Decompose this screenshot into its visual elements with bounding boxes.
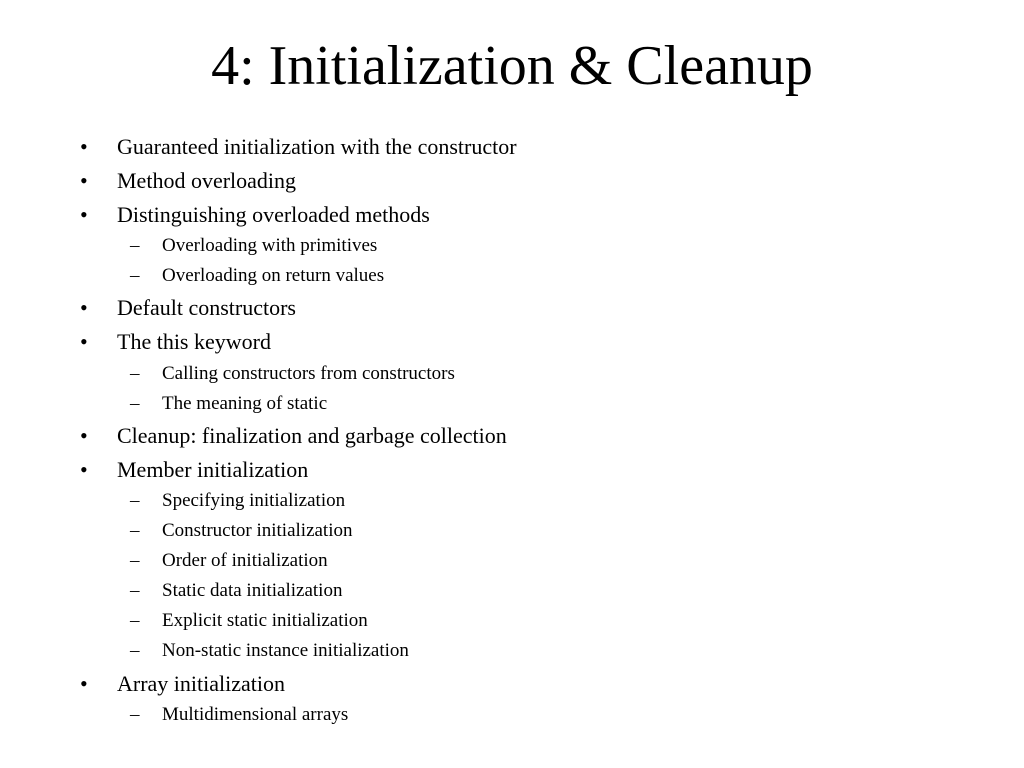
item-text: Calling constructors from constructors — [162, 363, 455, 384]
bullet-marker: • — [80, 168, 88, 193]
bullet-marker: • — [80, 329, 88, 354]
item-text: Guaranteed initialization with the constructor — [117, 134, 517, 159]
bullet-marker: • — [80, 202, 88, 227]
item-text: The this keyword — [117, 329, 271, 354]
dash-marker: – — [130, 580, 140, 601]
item-text: Static data initialization — [162, 580, 343, 601]
item-text: Member initialization — [117, 457, 309, 482]
bullet-marker: • — [80, 423, 88, 448]
bullet-marker: • — [80, 671, 88, 696]
item-text: Distinguishing overloaded methods — [117, 202, 430, 227]
item-text: Default constructors — [117, 295, 296, 320]
dash-marker: – — [130, 363, 140, 384]
dash-marker: – — [130, 235, 140, 256]
dash-marker: – — [130, 490, 140, 511]
dash-marker: – — [130, 704, 140, 725]
item-text: Overloading on return values — [162, 265, 385, 286]
dash-marker: – — [130, 393, 140, 414]
item-text: The meaning of static — [162, 393, 328, 414]
item-text: Array initialization — [117, 671, 285, 696]
item-text: Cleanup: finalization and garbage collection — [117, 423, 507, 448]
item-text: Explicit static initialization — [162, 610, 368, 631]
item-text: Overloading with primitives — [162, 235, 378, 256]
item-text: Specifying initialization — [162, 490, 346, 511]
slide-title: 4: Initialization & Cleanup — [211, 35, 813, 97]
item-text: Order of initialization — [162, 550, 328, 571]
bullet-marker: • — [80, 134, 88, 159]
dash-marker: – — [130, 265, 140, 286]
item-text: Multidimensional arrays — [162, 704, 349, 725]
dash-marker: – — [130, 550, 140, 571]
dash-marker: – — [130, 520, 140, 541]
item-text: Method overloading — [117, 168, 297, 193]
item-text: Constructor initialization — [162, 520, 353, 541]
dash-marker: – — [130, 610, 140, 631]
bullet-marker: • — [80, 457, 88, 482]
bullet-marker: • — [80, 295, 88, 320]
dash-marker: – — [130, 640, 140, 661]
item-text: Non-static instance initialization — [162, 640, 409, 661]
